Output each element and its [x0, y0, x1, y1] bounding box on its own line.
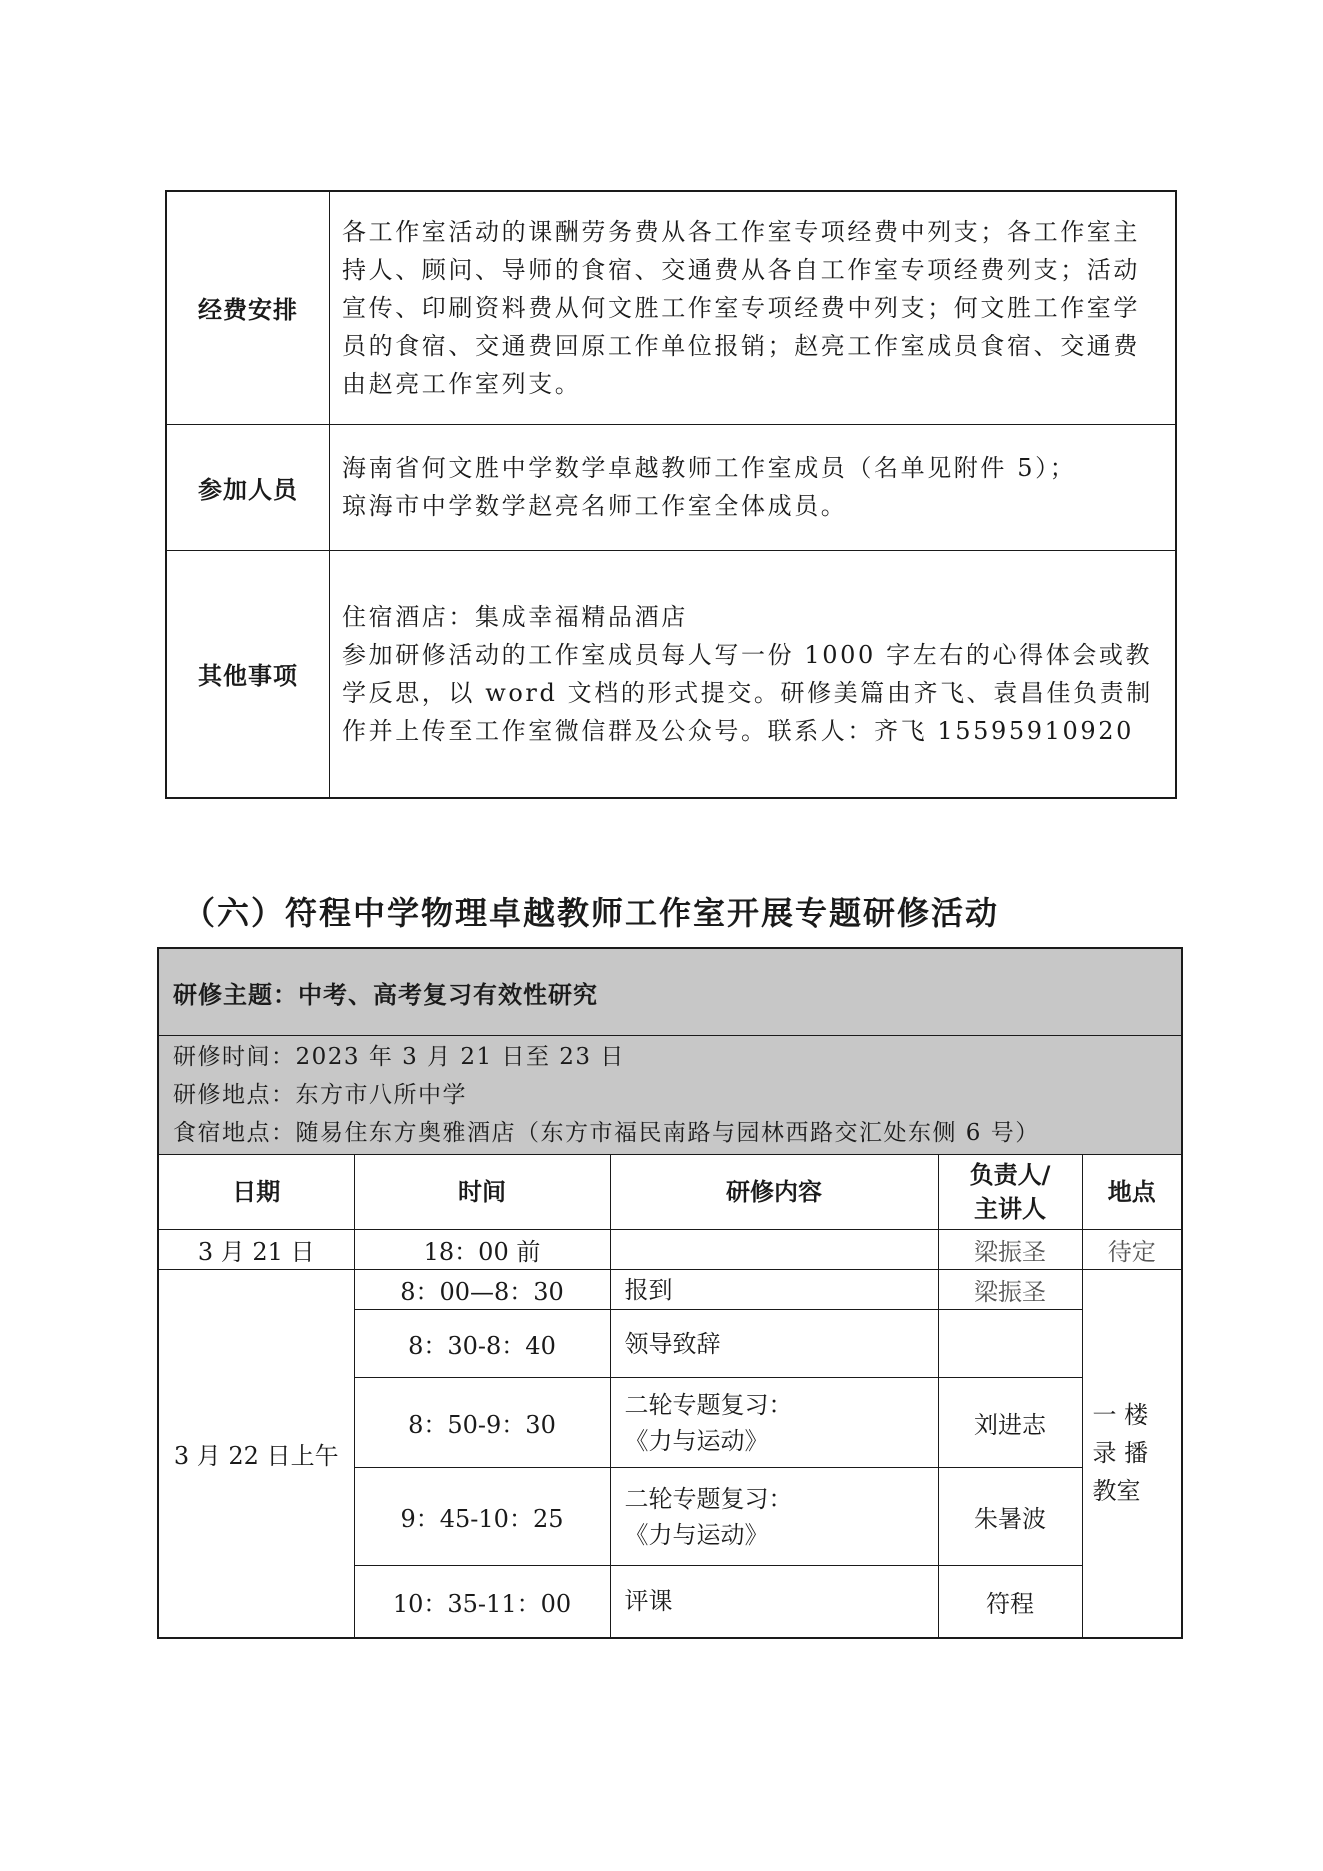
row-label: 参加人员	[166, 424, 330, 550]
topic-row	[158, 948, 1182, 1036]
header-row	[158, 1155, 1182, 1230]
header-content: 研修内容	[610, 1155, 938, 1230]
table-row	[166, 424, 1176, 550]
header-speaker	[938, 1155, 1082, 1230]
content-line: 参加研修活动的工作室成员每人写一份 1000 字左右的心得体会或教学反思，以 word 文档的形式提交。研修美篇由齐飞、袁昌佳负责制作并上传至工作室微信群及公众号。联系人：齐飞 15595910920	[342, 640, 1153, 745]
row-content	[330, 424, 1177, 550]
header-date: 日期	[158, 1155, 354, 1230]
content-line: 二轮专题复习：	[624, 1390, 793, 1419]
content-cell	[610, 1468, 938, 1566]
meta-row	[158, 1036, 1182, 1155]
header-time: 时间	[354, 1155, 610, 1230]
content-cell	[610, 1230, 938, 1270]
content-cell	[610, 1378, 938, 1468]
content-line: 住宿酒店：集成幸福精品酒店	[342, 602, 688, 631]
row-label: 其他事项	[166, 550, 330, 798]
time-cell: 18：00 前	[354, 1230, 610, 1270]
location-text: 录 播	[1092, 1439, 1149, 1468]
location-line	[1093, 1434, 1172, 1472]
location-cell	[1082, 1270, 1182, 1638]
location-text: 一 楼	[1092, 1401, 1149, 1430]
content-line: 《力与运动》	[624, 1520, 769, 1549]
row-label: 经费安排	[166, 191, 330, 424]
location-text: 教室	[1092, 1477, 1141, 1506]
content-line: 琼海市中学数学赵亮名师工作室全体成员。	[342, 492, 848, 520]
content-line: 海南省何文胜中学数学卓越教师工作室成员（名单见附件 5）；	[342, 454, 1077, 482]
content-cell: 报到	[610, 1270, 938, 1310]
info-table	[165, 190, 1177, 799]
meta-place: 研修地点：东方市八所中学	[173, 1082, 467, 1108]
location-line	[1093, 1472, 1172, 1510]
speaker-cell: 朱暑波	[938, 1468, 1082, 1566]
time-cell: 8：50-9：30	[354, 1378, 610, 1468]
topic-title: 研修主题：中考、高考复习有效性研究	[158, 948, 1182, 1036]
speaker-cell: 刘进志	[938, 1378, 1082, 1468]
table-row	[166, 550, 1176, 798]
row-content	[330, 550, 1177, 798]
table-row	[158, 1230, 1182, 1270]
time-cell: 8：00—8：30	[354, 1270, 610, 1310]
content-line: 二轮专题复习：	[624, 1484, 793, 1513]
speaker-cell: 梁振圣	[938, 1270, 1082, 1310]
date-cell: 3 月 21 日	[158, 1230, 354, 1270]
section-heading: （六）符程中学物理卓越教师工作室开展专题研修活动	[183, 894, 1000, 932]
content-line: 各工作室活动的课酬劳务费从各工作室专项经费中列支；各工作室主持人、顾问、导师的食宿、交通费从各自工作室专项经费列支；活动宣传、印刷资料费从何文胜工作室专项经费中列支；何文胜工作室学员的食宿、交通费回原工作单位报销；赵亮工作室成员食宿、交通费由赵亮工作室列支。	[342, 217, 1140, 398]
header-speaker-line2: 主讲人	[974, 1195, 1046, 1223]
row-content	[330, 191, 1177, 424]
speaker-cell: 符程	[938, 1566, 1082, 1638]
header-speaker-line1: 负责人/	[969, 1161, 1051, 1189]
time-cell: 9：45-10：25	[354, 1468, 610, 1566]
header-location: 地点	[1082, 1155, 1182, 1230]
location-line	[1093, 1396, 1172, 1434]
meta-lodging: 食宿地点：随易住东方奥雅酒店（东方市福民南路与园林西路交汇处东侧 6 号）	[173, 1120, 1040, 1146]
date-cell: 3 月 22 日上午	[158, 1270, 354, 1638]
table-row	[166, 191, 1176, 424]
time-cell: 10：35-11：00	[354, 1566, 610, 1638]
meta-time: 研修时间：2023 年 3 月 21 日至 23 日	[173, 1044, 625, 1070]
content-cell: 领导致辞	[610, 1310, 938, 1378]
table-row	[158, 1270, 1182, 1310]
location-cell: 待定	[1082, 1230, 1182, 1270]
speaker-cell	[938, 1310, 1082, 1378]
meta-info	[158, 1036, 1182, 1155]
content-cell: 评课	[610, 1566, 938, 1638]
content-line: 《力与运动》	[624, 1426, 769, 1455]
schedule-table	[157, 947, 1183, 1639]
time-cell: 8：30-8：40	[354, 1310, 610, 1378]
speaker-cell: 梁振圣	[938, 1230, 1082, 1270]
